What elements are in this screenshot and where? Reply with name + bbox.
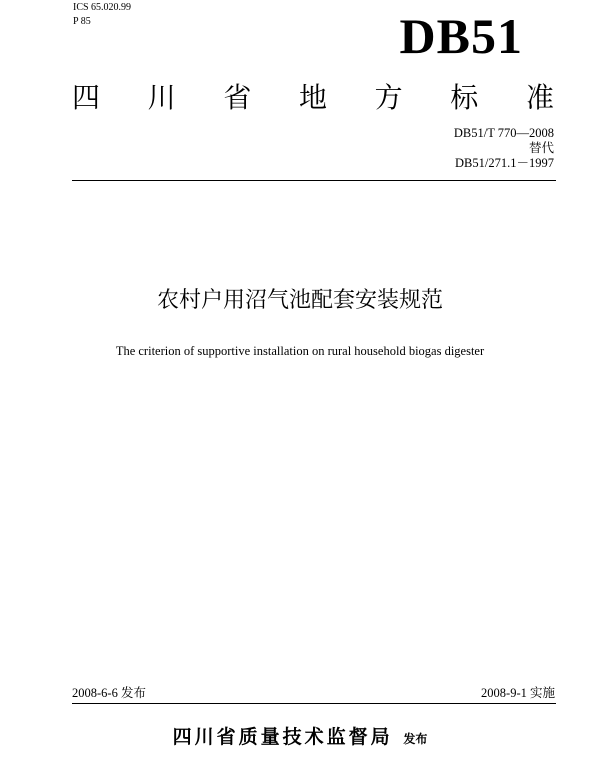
- standard-type-char: 标: [450, 81, 479, 114]
- top-divider: [72, 180, 556, 181]
- standard-type-char: 省: [223, 81, 252, 114]
- classification-code: P 85: [73, 16, 91, 27]
- standard-logo: DB51: [399, 8, 523, 64]
- standard-type-char: 地: [298, 81, 327, 114]
- publisher: [0, 724, 600, 752]
- document-title-en: The criterion of supportive installation on rural household biogas digester: [115, 344, 485, 358]
- implementation-date: 2008-9-1 实施: [481, 686, 555, 700]
- replaced-standard-number: DB51/271.1－1997: [455, 156, 554, 170]
- standard-type-char: 准: [525, 81, 554, 114]
- issue-date: 2008-6-6 发布: [72, 686, 146, 700]
- publisher-name: 四川省质量技术监督局: [172, 726, 393, 748]
- standard-type-char: 四: [72, 81, 101, 114]
- standard-type-char: 川: [147, 81, 176, 114]
- standard-number: DB51/T 770—2008: [453, 126, 554, 140]
- document-codes: [454, 126, 554, 171]
- bottom-divider: [72, 703, 556, 704]
- document-title-zh: 农村户用沼气池配套安装规范: [156, 288, 443, 313]
- ics-code: ICS 65.020.99: [73, 2, 132, 13]
- replaces-label: 替代: [528, 141, 554, 155]
- standard-type: [72, 80, 554, 116]
- standard-type-char: 方: [374, 81, 403, 114]
- publisher-suffix: 发布: [403, 732, 428, 746]
